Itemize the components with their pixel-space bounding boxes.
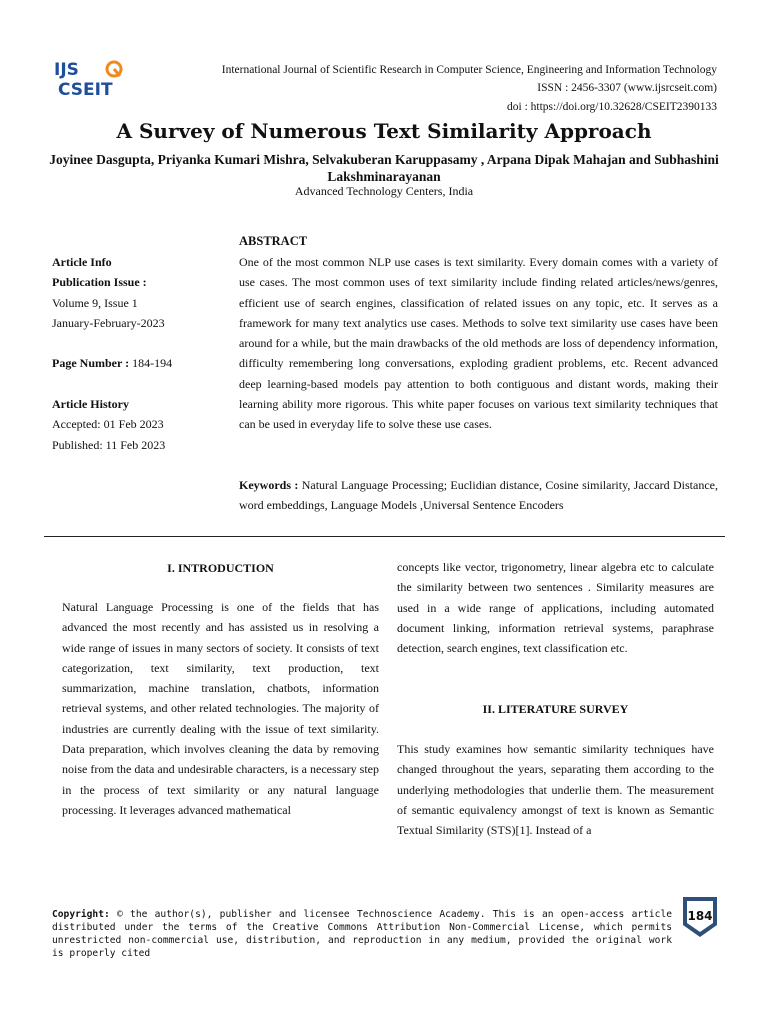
article-info-heading: Article Info xyxy=(52,255,112,269)
accepted-date: Accepted: 01 Feb 2023 xyxy=(52,417,164,432)
journal-name: International Journal of Scientific Research in Computer Science, Engineering and Information Technology xyxy=(221,64,717,76)
page-number xyxy=(52,353,227,373)
abstract-heading: ABSTRACT xyxy=(239,234,308,248)
section-heading-introduction: I. INTRODUCTION xyxy=(167,561,274,575)
issn: ISSN : 2456-3307 (www.ijsrcseit.com) xyxy=(537,82,717,94)
introduction-continuation: concepts like vector, trigonometry, linear algebra etc to calculate the similarity between two sentences . Similarity measures are used in a wide range of applications, including automated document linking, information retrieval systems, paraphrase detection, search engines, text classification etc. xyxy=(397,560,714,656)
paper-title: A Survey of Numerous Text Similarity Approach xyxy=(116,119,652,143)
literature-survey-text: This study examines how semantic similarity techniques have changed throughout the years, separating them according to the underlying methodologies that underlie them. The measurement of semantic equivalency amongst of text is known as Semantic Textual Similarity (STS)[1]. Instead of a xyxy=(397,742,714,838)
page-number-badge xyxy=(681,895,719,939)
divider xyxy=(44,536,725,537)
issue-date: January-February-2023 xyxy=(52,315,165,330)
section-heading-literature-survey: II. LITERATURE SURVEY xyxy=(482,702,629,716)
journal-logo xyxy=(52,58,134,98)
keywords xyxy=(239,475,718,516)
doi-link[interactable]: doi : https://doi.org/10.32628/CSEIT2390133 xyxy=(507,101,717,113)
abstract-text: One of the most common NLP use cases is text similarity. Every domain comes with a variety of use cases. The most common uses of text similarity include finding related articles/news/genres, efficient use of search engines, classification of related issues on any topic, etc. It serves as a framework for many text analytics use cases. Methods to solve text similarity use cases have been around for a while, but the main drawbacks of the old methods are loss of dependency information, difficulty remembering long conversations, exploding gradient problems, etc. Recent advanced deep learning-based models pay attention to both contiguous and distant words, making their learning ability more rigorous. This white paper focuses on various text similarity techniques that can be used in everyday life to solve these use cases. xyxy=(239,255,718,432)
introduction-text: Natural Language Processing is one of the fields that has advanced the most recently and has assisted us in resolving a wide range of issues in many sectors of society. It consists of text categorization, text similarity, text production, text summarization, machine translation, chatbots, information retrieval systems, and other related technologies. The majority of industries are currently dealing with the issue of text similarity. Data preparation, which involves cleaning the data by removing noise from the data and undesirable characters, is a necessary step in the process of text similarity or any natural language processing. It leverages advanced mathematical xyxy=(62,600,379,817)
authors: Joyinee Dasgupta, Priyanka Kumari Mishra, Selvakuberan Karuppasamy , Arpana Dipak Mahajan and Subhashini Lakshminarayanan xyxy=(49,152,719,184)
article-history-label: Article History xyxy=(52,397,129,412)
published-date: Published: 11 Feb 2023 xyxy=(52,437,166,452)
page-number-label: Page Number : xyxy=(52,356,130,371)
svg-text:CSEIT: CSEIT xyxy=(58,80,113,98)
publication-issue-label: Publication Issue : xyxy=(52,275,147,290)
svg-text:IJS: IJS xyxy=(54,60,79,80)
copyright-notice xyxy=(52,908,672,960)
copyright-text: © the author(s), publisher and licensee Technoscience Academy. This is an open-access article distributed under the terms of the Creative Commons Attribution Non-Commercial License, which permits unrestricted non-commercial use, distribution, and reproduction in any medium, provided the original work is properly cited xyxy=(52,909,672,959)
page-number-text: 184 xyxy=(687,909,713,923)
keywords-label: Keywords : xyxy=(239,478,299,492)
volume: Volume 9, Issue 1 xyxy=(52,295,138,310)
keywords-text: Natural Language Processing; Euclidian distance, Cosine similarity, Jaccard Distance, word embeddings, Language Models ,Universal Sentence Encoders xyxy=(239,478,718,513)
article-info xyxy=(52,252,227,455)
affiliation: Advanced Technology Centers, India xyxy=(294,184,474,198)
page-number-value: 184-194 xyxy=(129,356,173,371)
copyright-label: Copyright: xyxy=(52,909,110,920)
